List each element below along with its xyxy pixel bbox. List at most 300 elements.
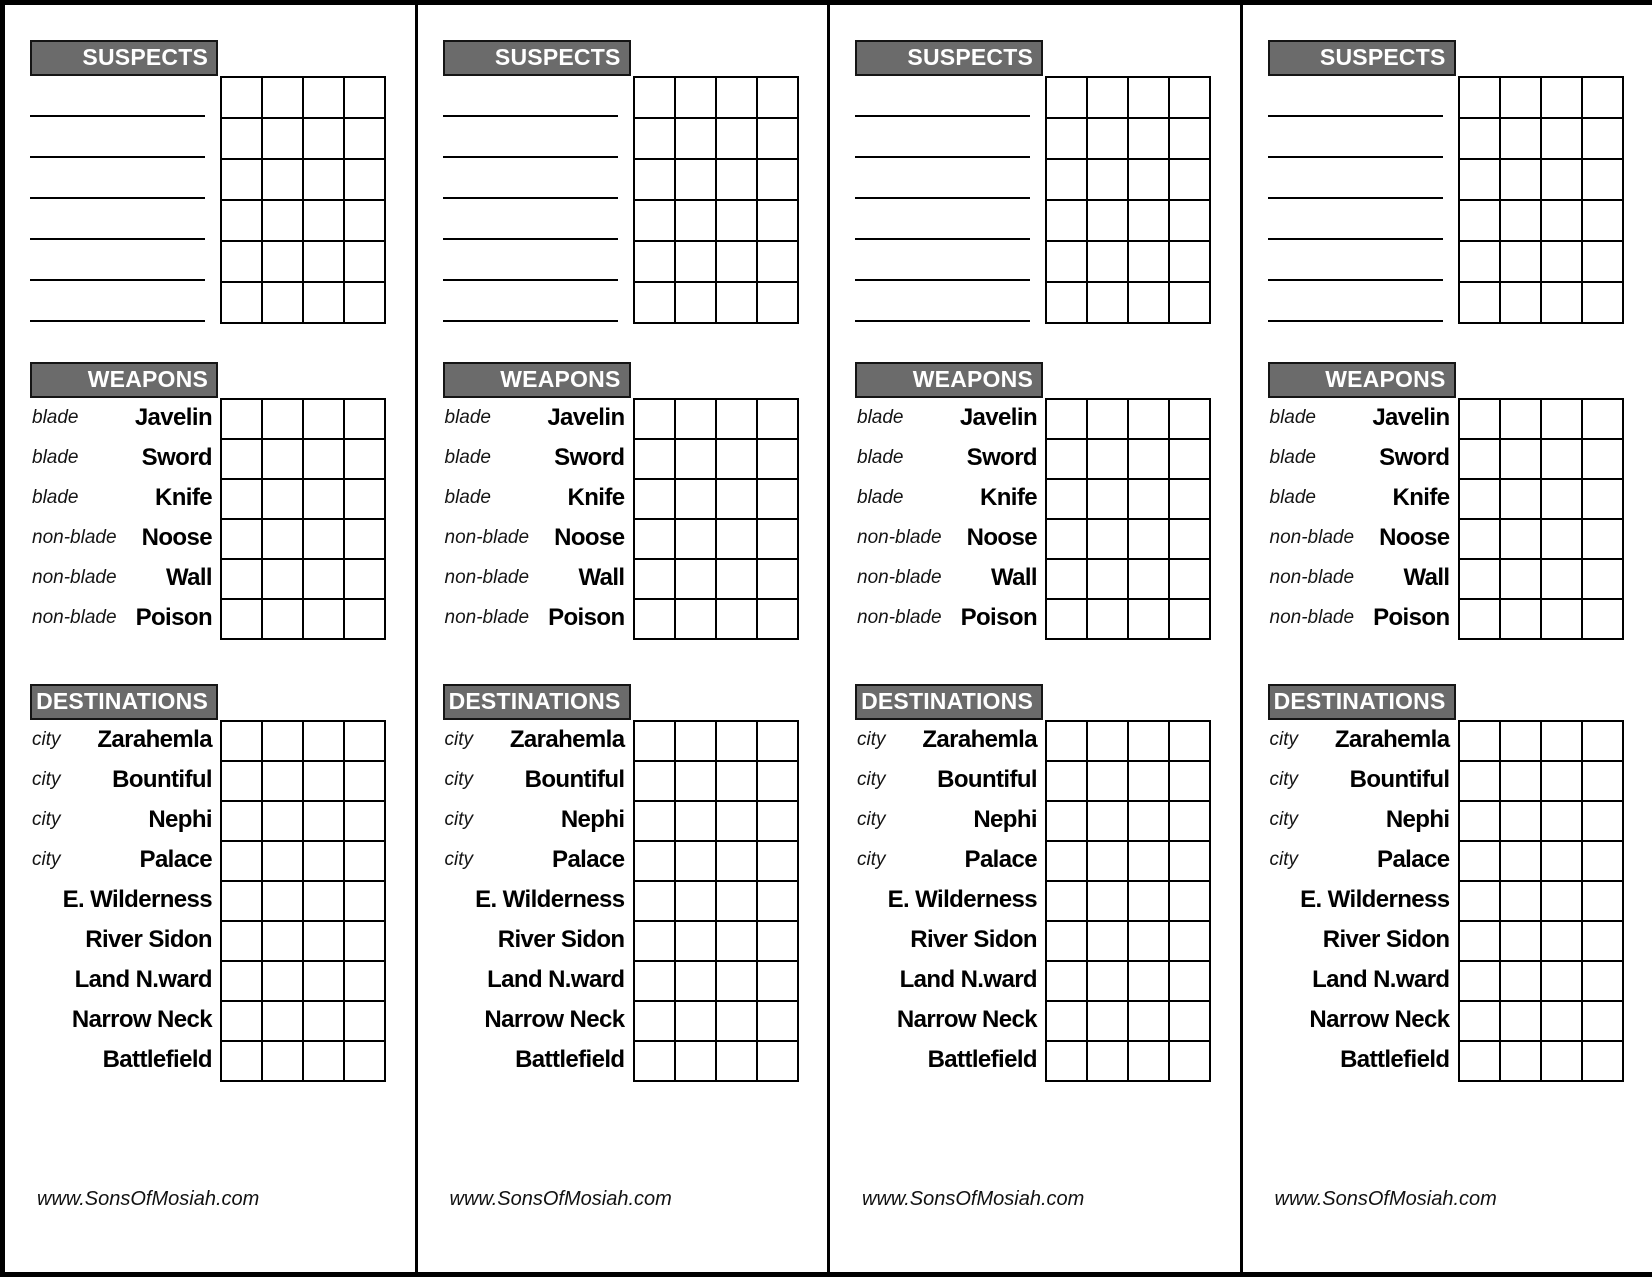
mark-cell[interactable] <box>1583 600 1624 640</box>
mark-cell[interactable] <box>635 242 676 283</box>
mark-cell[interactable] <box>635 842 676 882</box>
mark-cell[interactable] <box>1170 882 1211 922</box>
mark-cell[interactable] <box>676 842 717 882</box>
mark-cell[interactable] <box>345 1002 386 1042</box>
mark-cell[interactable] <box>345 119 386 160</box>
suspect-write-line[interactable] <box>30 281 205 322</box>
mark-cell[interactable] <box>1460 922 1501 962</box>
mark-cell[interactable] <box>676 762 717 802</box>
mark-cell[interactable] <box>1542 283 1583 324</box>
mark-cell[interactable] <box>635 78 676 119</box>
mark-cell[interactable] <box>1501 480 1542 520</box>
mark-cell[interactable] <box>263 242 304 283</box>
mark-cell[interactable] <box>1170 962 1211 1002</box>
mark-cell[interactable] <box>1460 802 1501 842</box>
mark-cell[interactable] <box>263 283 304 324</box>
mark-cell[interactable] <box>345 400 386 440</box>
mark-cell[interactable] <box>635 480 676 520</box>
mark-cell[interactable] <box>676 283 717 324</box>
mark-cell[interactable] <box>676 520 717 560</box>
mark-cell[interactable] <box>635 160 676 201</box>
mark-cell[interactable] <box>304 560 345 600</box>
mark-cell[interactable] <box>345 882 386 922</box>
mark-cell[interactable] <box>1170 480 1211 520</box>
mark-cell[interactable] <box>1542 1002 1583 1042</box>
mark-cell[interactable] <box>263 802 304 842</box>
mark-cell[interactable] <box>1583 160 1624 201</box>
mark-cell[interactable] <box>1501 722 1542 762</box>
mark-cell[interactable] <box>1129 160 1170 201</box>
mark-cell[interactable] <box>1501 842 1542 882</box>
mark-cell[interactable] <box>1129 520 1170 560</box>
mark-cell[interactable] <box>263 1042 304 1082</box>
mark-cell[interactable] <box>717 600 758 640</box>
mark-cell[interactable] <box>1460 882 1501 922</box>
mark-cell[interactable] <box>1047 440 1088 480</box>
mark-cell[interactable] <box>222 400 263 440</box>
mark-cell[interactable] <box>222 480 263 520</box>
mark-cell[interactable] <box>1460 842 1501 882</box>
mark-cell[interactable] <box>1129 842 1170 882</box>
mark-cell[interactable] <box>1129 480 1170 520</box>
mark-cell[interactable] <box>1583 962 1624 1002</box>
mark-cell[interactable] <box>1501 400 1542 440</box>
mark-cell[interactable] <box>1047 242 1088 283</box>
mark-cell[interactable] <box>758 882 799 922</box>
mark-cell[interactable] <box>345 201 386 242</box>
mark-cell[interactable] <box>1583 119 1624 160</box>
mark-cell[interactable] <box>717 520 758 560</box>
mark-cell[interactable] <box>222 119 263 160</box>
mark-cell[interactable] <box>676 400 717 440</box>
mark-cell[interactable] <box>1542 400 1583 440</box>
mark-cell[interactable] <box>1047 160 1088 201</box>
mark-cell[interactable] <box>222 1042 263 1082</box>
mark-cell[interactable] <box>1170 560 1211 600</box>
mark-cell[interactable] <box>1129 600 1170 640</box>
mark-cell[interactable] <box>1129 242 1170 283</box>
mark-cell[interactable] <box>1088 400 1129 440</box>
mark-cell[interactable] <box>1088 882 1129 922</box>
mark-cell[interactable] <box>758 78 799 119</box>
mark-cell[interactable] <box>1170 722 1211 762</box>
mark-cell[interactable] <box>1501 600 1542 640</box>
suspect-write-line[interactable] <box>443 158 618 199</box>
mark-cell[interactable] <box>1542 119 1583 160</box>
mark-cell[interactable] <box>1088 160 1129 201</box>
suspect-write-line[interactable] <box>1268 281 1443 322</box>
mark-cell[interactable] <box>676 1002 717 1042</box>
mark-cell[interactable] <box>1170 802 1211 842</box>
mark-cell[interactable] <box>345 78 386 119</box>
mark-cell[interactable] <box>304 842 345 882</box>
mark-cell[interactable] <box>1460 201 1501 242</box>
mark-cell[interactable] <box>304 119 345 160</box>
mark-cell[interactable] <box>304 201 345 242</box>
mark-cell[interactable] <box>1088 1042 1129 1082</box>
mark-cell[interactable] <box>1129 119 1170 160</box>
mark-cell[interactable] <box>1088 242 1129 283</box>
mark-cell[interactable] <box>1088 480 1129 520</box>
suspect-write-line[interactable] <box>443 117 618 158</box>
mark-cell[interactable] <box>1088 962 1129 1002</box>
mark-cell[interactable] <box>1501 1002 1542 1042</box>
mark-cell[interactable] <box>345 922 386 962</box>
mark-cell[interactable] <box>717 762 758 802</box>
suspect-write-line[interactable] <box>855 158 1030 199</box>
mark-cell[interactable] <box>676 160 717 201</box>
mark-cell[interactable] <box>1583 922 1624 962</box>
mark-cell[interactable] <box>1047 1042 1088 1082</box>
mark-cell[interactable] <box>222 283 263 324</box>
mark-cell[interactable] <box>1170 600 1211 640</box>
mark-cell[interactable] <box>304 160 345 201</box>
mark-cell[interactable] <box>758 922 799 962</box>
mark-cell[interactable] <box>758 762 799 802</box>
mark-cell[interactable] <box>222 882 263 922</box>
mark-cell[interactable] <box>222 600 263 640</box>
mark-cell[interactable] <box>345 160 386 201</box>
mark-cell[interactable] <box>758 1042 799 1082</box>
mark-cell[interactable] <box>717 1042 758 1082</box>
mark-cell[interactable] <box>1088 802 1129 842</box>
mark-cell[interactable] <box>676 242 717 283</box>
mark-cell[interactable] <box>1170 242 1211 283</box>
mark-cell[interactable] <box>717 1002 758 1042</box>
mark-cell[interactable] <box>676 802 717 842</box>
mark-cell[interactable] <box>345 842 386 882</box>
mark-cell[interactable] <box>717 119 758 160</box>
suspect-write-line[interactable] <box>30 117 205 158</box>
mark-cell[interactable] <box>1583 520 1624 560</box>
mark-cell[interactable] <box>1047 400 1088 440</box>
mark-cell[interactable] <box>1170 119 1211 160</box>
mark-cell[interactable] <box>1460 283 1501 324</box>
mark-cell[interactable] <box>1047 722 1088 762</box>
mark-cell[interactable] <box>304 762 345 802</box>
mark-cell[interactable] <box>1088 520 1129 560</box>
mark-cell[interactable] <box>263 400 304 440</box>
suspect-write-line[interactable] <box>30 240 205 281</box>
mark-cell[interactable] <box>1047 78 1088 119</box>
mark-cell[interactable] <box>1542 560 1583 600</box>
mark-cell[interactable] <box>676 78 717 119</box>
mark-cell[interactable] <box>1047 962 1088 1002</box>
mark-cell[interactable] <box>1129 762 1170 802</box>
mark-cell[interactable] <box>1460 160 1501 201</box>
mark-cell[interactable] <box>304 480 345 520</box>
mark-cell[interactable] <box>1088 440 1129 480</box>
mark-cell[interactable] <box>222 242 263 283</box>
mark-cell[interactable] <box>1047 762 1088 802</box>
mark-cell[interactable] <box>1129 802 1170 842</box>
mark-cell[interactable] <box>1170 201 1211 242</box>
mark-cell[interactable] <box>717 962 758 1002</box>
mark-cell[interactable] <box>263 480 304 520</box>
mark-cell[interactable] <box>1170 1042 1211 1082</box>
mark-cell[interactable] <box>676 119 717 160</box>
mark-cell[interactable] <box>717 922 758 962</box>
mark-cell[interactable] <box>1088 922 1129 962</box>
mark-cell[interactable] <box>1047 1002 1088 1042</box>
mark-cell[interactable] <box>1501 762 1542 802</box>
mark-cell[interactable] <box>1542 78 1583 119</box>
mark-cell[interactable] <box>304 283 345 324</box>
suspect-write-line[interactable] <box>855 199 1030 240</box>
mark-cell[interactable] <box>263 560 304 600</box>
mark-cell[interactable] <box>1501 962 1542 1002</box>
mark-cell[interactable] <box>717 283 758 324</box>
mark-cell[interactable] <box>758 400 799 440</box>
mark-cell[interactable] <box>222 78 263 119</box>
mark-cell[interactable] <box>758 1002 799 1042</box>
mark-cell[interactable] <box>345 560 386 600</box>
mark-cell[interactable] <box>635 440 676 480</box>
mark-cell[interactable] <box>676 600 717 640</box>
mark-cell[interactable] <box>676 882 717 922</box>
mark-cell[interactable] <box>1460 1042 1501 1082</box>
mark-cell[interactable] <box>1583 762 1624 802</box>
suspect-write-line[interactable] <box>855 117 1030 158</box>
mark-cell[interactable] <box>1583 802 1624 842</box>
mark-cell[interactable] <box>345 722 386 762</box>
mark-cell[interactable] <box>1047 802 1088 842</box>
suspect-write-line[interactable] <box>443 76 618 117</box>
mark-cell[interactable] <box>1501 1042 1542 1082</box>
mark-cell[interactable] <box>345 480 386 520</box>
mark-cell[interactable] <box>758 201 799 242</box>
mark-cell[interactable] <box>1129 1042 1170 1082</box>
mark-cell[interactable] <box>1460 400 1501 440</box>
mark-cell[interactable] <box>758 722 799 762</box>
mark-cell[interactable] <box>635 762 676 802</box>
mark-cell[interactable] <box>1129 78 1170 119</box>
mark-cell[interactable] <box>676 1042 717 1082</box>
mark-cell[interactable] <box>345 802 386 842</box>
mark-cell[interactable] <box>1501 560 1542 600</box>
suspect-write-line[interactable] <box>443 240 618 281</box>
mark-cell[interactable] <box>222 160 263 201</box>
mark-cell[interactable] <box>304 1002 345 1042</box>
mark-cell[interactable] <box>1047 201 1088 242</box>
mark-cell[interactable] <box>1583 842 1624 882</box>
mark-cell[interactable] <box>758 600 799 640</box>
mark-cell[interactable] <box>1460 600 1501 640</box>
suspect-write-line[interactable] <box>1268 158 1443 199</box>
mark-cell[interactable] <box>758 962 799 1002</box>
mark-cell[interactable] <box>1170 842 1211 882</box>
mark-cell[interactable] <box>222 802 263 842</box>
mark-cell[interactable] <box>1129 560 1170 600</box>
mark-cell[interactable] <box>1088 842 1129 882</box>
mark-cell[interactable] <box>304 1042 345 1082</box>
mark-cell[interactable] <box>304 922 345 962</box>
suspect-write-line[interactable] <box>30 199 205 240</box>
mark-cell[interactable] <box>1129 440 1170 480</box>
mark-cell[interactable] <box>222 1002 263 1042</box>
mark-cell[interactable] <box>222 922 263 962</box>
mark-cell[interactable] <box>222 842 263 882</box>
mark-cell[interactable] <box>758 160 799 201</box>
mark-cell[interactable] <box>676 480 717 520</box>
mark-cell[interactable] <box>1088 78 1129 119</box>
mark-cell[interactable] <box>1129 962 1170 1002</box>
suspect-write-line[interactable] <box>855 240 1030 281</box>
mark-cell[interactable] <box>635 802 676 842</box>
mark-cell[interactable] <box>1583 400 1624 440</box>
mark-cell[interactable] <box>1088 1002 1129 1042</box>
mark-cell[interactable] <box>717 160 758 201</box>
mark-cell[interactable] <box>1047 842 1088 882</box>
mark-cell[interactable] <box>1542 480 1583 520</box>
mark-cell[interactable] <box>1047 119 1088 160</box>
mark-cell[interactable] <box>304 600 345 640</box>
mark-cell[interactable] <box>635 1002 676 1042</box>
mark-cell[interactable] <box>263 600 304 640</box>
mark-cell[interactable] <box>263 520 304 560</box>
mark-cell[interactable] <box>1129 722 1170 762</box>
mark-cell[interactable] <box>1170 1002 1211 1042</box>
mark-cell[interactable] <box>1170 78 1211 119</box>
mark-cell[interactable] <box>263 78 304 119</box>
mark-cell[interactable] <box>635 882 676 922</box>
mark-cell[interactable] <box>1460 480 1501 520</box>
mark-cell[interactable] <box>1501 201 1542 242</box>
mark-cell[interactable] <box>1501 119 1542 160</box>
mark-cell[interactable] <box>1129 922 1170 962</box>
mark-cell[interactable] <box>345 962 386 1002</box>
mark-cell[interactable] <box>304 802 345 842</box>
mark-cell[interactable] <box>1129 201 1170 242</box>
mark-cell[interactable] <box>304 722 345 762</box>
mark-cell[interactable] <box>758 440 799 480</box>
mark-cell[interactable] <box>263 962 304 1002</box>
mark-cell[interactable] <box>717 842 758 882</box>
mark-cell[interactable] <box>263 722 304 762</box>
mark-cell[interactable] <box>304 962 345 1002</box>
mark-cell[interactable] <box>1129 1002 1170 1042</box>
mark-cell[interactable] <box>758 520 799 560</box>
mark-cell[interactable] <box>1501 283 1542 324</box>
mark-cell[interactable] <box>345 600 386 640</box>
mark-cell[interactable] <box>1088 201 1129 242</box>
mark-cell[interactable] <box>1460 560 1501 600</box>
mark-cell[interactable] <box>1460 762 1501 802</box>
mark-cell[interactable] <box>1583 440 1624 480</box>
suspect-write-line[interactable] <box>30 158 205 199</box>
mark-cell[interactable] <box>758 283 799 324</box>
mark-cell[interactable] <box>263 440 304 480</box>
mark-cell[interactable] <box>1501 78 1542 119</box>
mark-cell[interactable] <box>1583 480 1624 520</box>
mark-cell[interactable] <box>635 560 676 600</box>
mark-cell[interactable] <box>635 722 676 762</box>
mark-cell[interactable] <box>222 962 263 1002</box>
mark-cell[interactable] <box>1542 1042 1583 1082</box>
mark-cell[interactable] <box>717 722 758 762</box>
mark-cell[interactable] <box>635 520 676 560</box>
suspect-write-line[interactable] <box>1268 240 1443 281</box>
mark-cell[interactable] <box>1170 762 1211 802</box>
mark-cell[interactable] <box>676 440 717 480</box>
mark-cell[interactable] <box>635 600 676 640</box>
mark-cell[interactable] <box>222 201 263 242</box>
mark-cell[interactable] <box>1170 440 1211 480</box>
suspect-write-line[interactable] <box>443 281 618 322</box>
mark-cell[interactable] <box>1542 201 1583 242</box>
mark-cell[interactable] <box>758 480 799 520</box>
mark-cell[interactable] <box>1170 520 1211 560</box>
mark-cell[interactable] <box>222 520 263 560</box>
mark-cell[interactable] <box>635 283 676 324</box>
mark-cell[interactable] <box>758 842 799 882</box>
mark-cell[interactable] <box>758 242 799 283</box>
mark-cell[interactable] <box>1088 762 1129 802</box>
suspect-write-line[interactable] <box>1268 76 1443 117</box>
mark-cell[interactable] <box>676 962 717 1002</box>
mark-cell[interactable] <box>263 762 304 802</box>
mark-cell[interactable] <box>1460 78 1501 119</box>
mark-cell[interactable] <box>717 201 758 242</box>
mark-cell[interactable] <box>1460 722 1501 762</box>
mark-cell[interactable] <box>304 242 345 283</box>
mark-cell[interactable] <box>1501 160 1542 201</box>
mark-cell[interactable] <box>635 1042 676 1082</box>
mark-cell[interactable] <box>345 762 386 802</box>
mark-cell[interactable] <box>717 400 758 440</box>
mark-cell[interactable] <box>1542 160 1583 201</box>
mark-cell[interactable] <box>1542 842 1583 882</box>
mark-cell[interactable] <box>1583 560 1624 600</box>
mark-cell[interactable] <box>263 842 304 882</box>
mark-cell[interactable] <box>1047 600 1088 640</box>
mark-cell[interactable] <box>1583 201 1624 242</box>
mark-cell[interactable] <box>1088 600 1129 640</box>
mark-cell[interactable] <box>1088 283 1129 324</box>
mark-cell[interactable] <box>1460 1002 1501 1042</box>
mark-cell[interactable] <box>1542 882 1583 922</box>
mark-cell[interactable] <box>1460 440 1501 480</box>
mark-cell[interactable] <box>1129 283 1170 324</box>
mark-cell[interactable] <box>345 440 386 480</box>
mark-cell[interactable] <box>676 722 717 762</box>
mark-cell[interactable] <box>1460 520 1501 560</box>
mark-cell[interactable] <box>345 242 386 283</box>
mark-cell[interactable] <box>1583 722 1624 762</box>
mark-cell[interactable] <box>1583 242 1624 283</box>
mark-cell[interactable] <box>1583 1042 1624 1082</box>
mark-cell[interactable] <box>676 922 717 962</box>
mark-cell[interactable] <box>717 480 758 520</box>
mark-cell[interactable] <box>635 962 676 1002</box>
mark-cell[interactable] <box>345 1042 386 1082</box>
mark-cell[interactable] <box>717 440 758 480</box>
mark-cell[interactable] <box>1047 283 1088 324</box>
mark-cell[interactable] <box>1460 242 1501 283</box>
mark-cell[interactable] <box>304 882 345 922</box>
mark-cell[interactable] <box>1129 400 1170 440</box>
mark-cell[interactable] <box>717 242 758 283</box>
mark-cell[interactable] <box>222 560 263 600</box>
mark-cell[interactable] <box>1129 882 1170 922</box>
mark-cell[interactable] <box>635 922 676 962</box>
mark-cell[interactable] <box>304 78 345 119</box>
mark-cell[interactable] <box>1542 242 1583 283</box>
mark-cell[interactable] <box>717 802 758 842</box>
mark-cell[interactable] <box>1088 119 1129 160</box>
mark-cell[interactable] <box>1501 922 1542 962</box>
mark-cell[interactable] <box>1170 922 1211 962</box>
